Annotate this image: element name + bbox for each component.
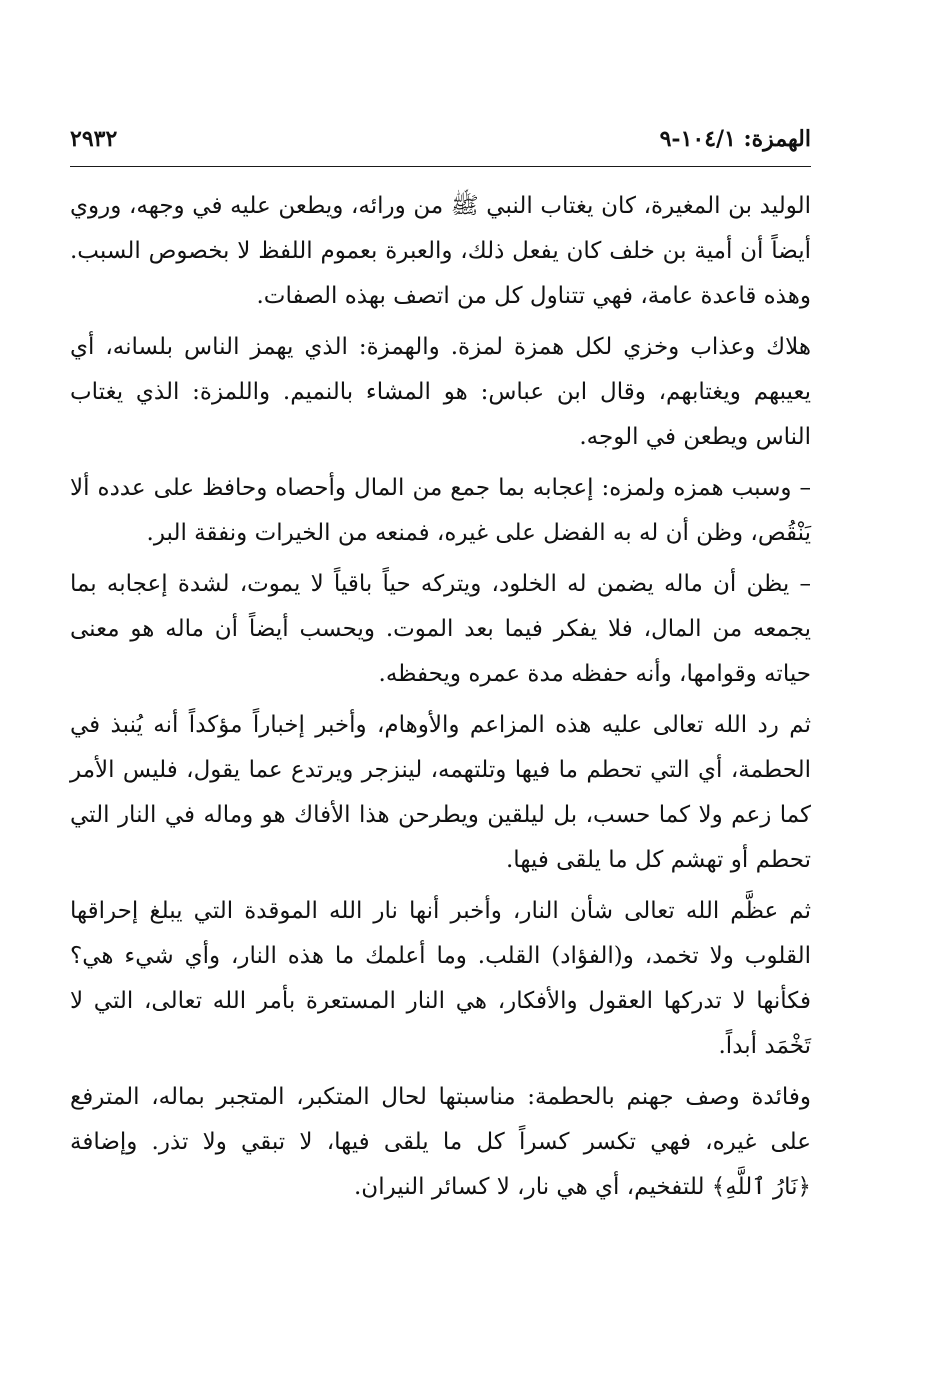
paragraph: – وسبب همزه ولمزه: إعجابه بما جمع من المال وأحصاه وحافظ على عدده ألا يَنْقُص، وظن أن له به الفضل على غيره، فمنعه من الخيرات ونفقة البر. <box>70 475 811 546</box>
page-body <box>70 184 811 1216</box>
surah-reference: الهمزة: ١٠٤/١-٩ <box>659 126 811 152</box>
paragraph: – يظن أن ماله يضمن له الخلود، ويتركه حياً باقياً لا يموت، لشدة إعجابه بما يجمعه من المال، فلا يفكر فيما بعد الموت. ويحسب أيضاً أن ماله هو معنى حياته وقوامها، وأنه حفظه مدة عمره ويحفظه. <box>70 571 811 687</box>
paragraph: ثم عظَّم الله تعالى شأن النار، وأخبر أنها نار الله الموقدة التي يبلغ إحراقها القلوب ولا تخمد، و(الفؤاد) القلب. وما أعلمك ما هذه النار، وأي شيء هي؟ فكأنها لا تدركها العقول والأفكار، هي النار المستعرة بأمر الله تعالى، التي لا تَخْمَد أبداً. <box>70 898 811 1059</box>
paragraph: هلاك وعذاب وخزي لكل همزة لمزة. والهمزة: الذي يهمز الناس بلسانه، أي يعيبهم ويغتابهم، وقال ابن عباس: هو المشاء بالنميم. واللمزة: الذي يغتاب الناس ويطعن في الوجه. <box>70 334 811 450</box>
running-header <box>70 116 811 167</box>
paragraph: الوليد بن المغيرة، كان يغتاب النبي ﷺ من ورائه، ويطعن عليه في وجهه، وروي أيضاً أن أمية بن خلف كان يفعل ذلك، والعبرة بعموم اللفظ لا بخصوص السبب. وهذه قاعدة عامة، فهي تتناول كل من اتصف بهذه الصفات. <box>70 193 811 309</box>
paragraph: ثم رد الله تعالى عليه هذه المزاعم والأوهام، وأخبر إخباراً مؤكداً أنه يُنبذ في الحطمة، أي التي تحطم ما فيها وتلتهمه، لينزجر ويرتدع عما يقول، فليس الأمر كما زعم ولا كما حسب، بل ليلقين ويطرحن هذا الأفاك هو وماله في النار التي تحطم أو تهشم كل ما يلقى فيها. <box>70 712 811 873</box>
quran-citation: ﴿نَارُ ٱللَّهِ﴾ <box>711 1174 811 1200</box>
page-number: ٢٩٣٢ <box>70 126 118 152</box>
paragraph-text: وفائدة وصف جهنم بالحطمة: مناسبتها لحال المتكبر، المتجبر بماله، المترفع على غيره، فهي تكسر كسراً كل ما يلقى فيها، لا تبقي ولا تذر. وإضافة <box>70 1084 811 1155</box>
paragraph-text: للتفخيم، أي هي نار، لا كسائر النيران. <box>354 1174 705 1200</box>
paragraph-last <box>70 1075 811 1210</box>
